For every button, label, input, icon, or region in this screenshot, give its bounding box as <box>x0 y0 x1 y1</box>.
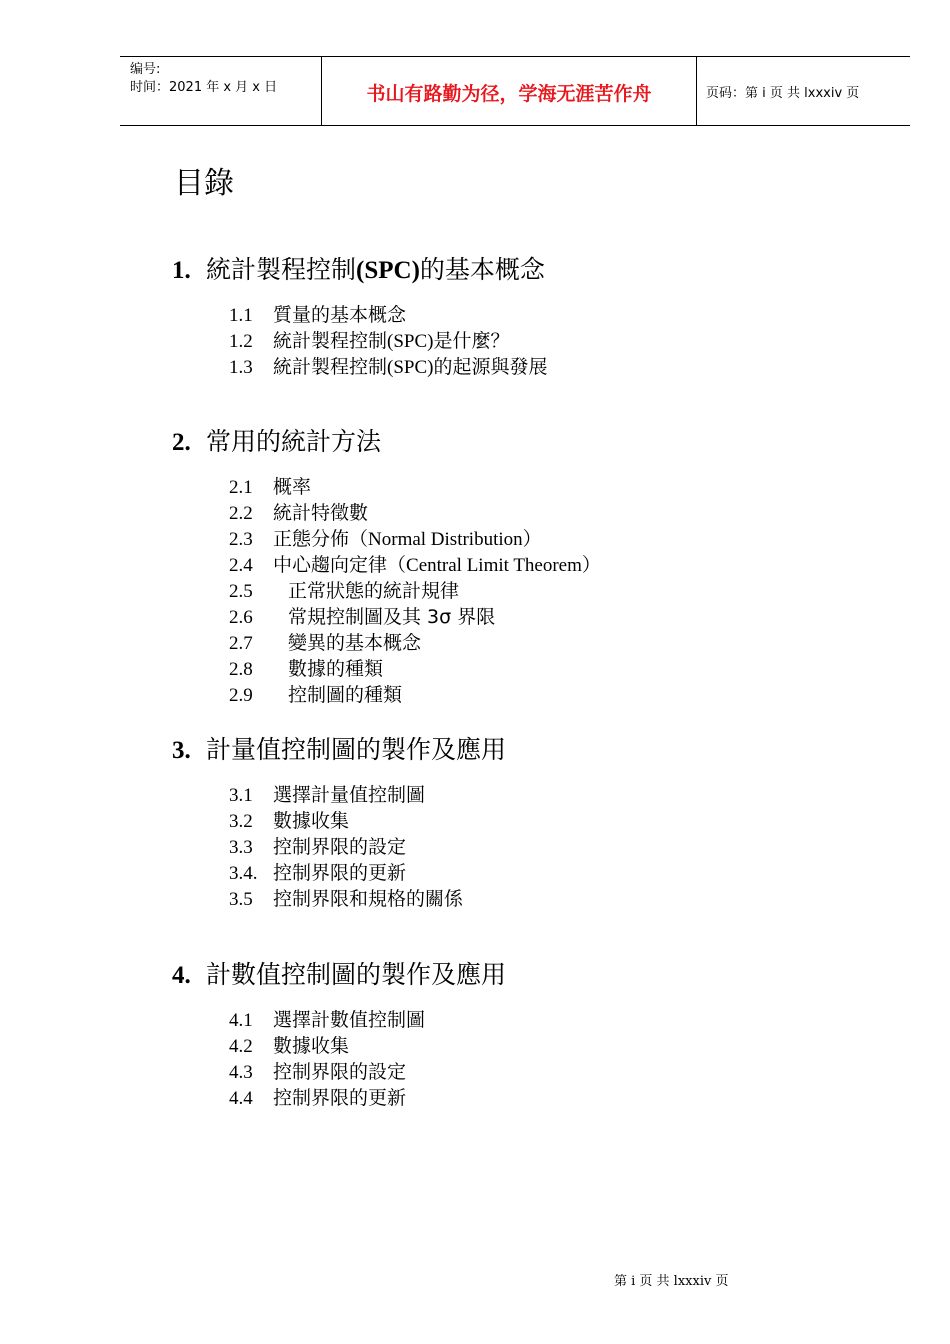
item-title-part: ） <box>522 528 542 550</box>
item-title: 常規控制圖及其 3σ 界限 <box>288 606 496 628</box>
section-title: 計量值控制圖的製作及應用 <box>206 735 507 764</box>
section-title: 計數值控制圖的製作及應用 <box>206 960 507 989</box>
toc-section-4[interactable] <box>172 955 506 991</box>
section-number: 3. <box>172 737 191 764</box>
toc-item-2-6[interactable] <box>229 602 495 629</box>
item-number: 2.6 <box>229 607 253 628</box>
toc-item-2-5[interactable] <box>229 576 459 603</box>
item-number: 2.4 <box>229 555 253 576</box>
item-number: 3.5 <box>229 889 253 910</box>
section-number: 2. <box>172 429 191 456</box>
section-title-part: 統計製程控制 <box>206 255 357 284</box>
toc-item-4-3[interactable] <box>229 1057 406 1084</box>
item-number: 2.1 <box>229 477 253 498</box>
item-title-part: (SPC) <box>387 331 434 352</box>
item-title: 概率 <box>273 476 312 498</box>
header-number-label: 编号: <box>130 62 161 77</box>
item-title: 數據收集 <box>273 1035 350 1057</box>
toc-item-1-3[interactable] <box>229 352 548 379</box>
item-title-part: 統計製程控制 <box>273 330 388 352</box>
item-title: 變異的基本概念 <box>288 632 422 654</box>
toc-item-3-4[interactable] <box>229 858 406 885</box>
item-number: 3.4. <box>229 863 258 884</box>
item-number: 4.1 <box>229 1010 253 1031</box>
item-title: 統計特徵數 <box>273 502 369 524</box>
item-title: 控制界限的設定 <box>273 1061 407 1083</box>
item-number: 3.2 <box>229 811 253 832</box>
item-title: 控制圖的種類 <box>288 684 403 706</box>
item-title-part: Central Limit Theorem <box>406 555 582 576</box>
item-title: 選擇計數值控制圖 <box>273 1009 426 1031</box>
toc-item-2-9[interactable] <box>229 680 402 707</box>
section-title-part: (SPC) <box>356 257 420 284</box>
page-footer: 第 i 页 共 lxxxiv 页 <box>614 1274 729 1289</box>
toc-section-3[interactable] <box>172 730 506 766</box>
page-header <box>120 56 910 126</box>
toc-item-2-3[interactable] <box>229 524 542 551</box>
toc-item-4-2[interactable] <box>229 1031 349 1058</box>
item-title-part: ） <box>581 554 601 576</box>
item-number: 3.3 <box>229 837 253 858</box>
header-motto: 书山有路勤为径，学海无涯苦作舟 <box>366 83 652 105</box>
item-number: 3.1 <box>229 785 253 806</box>
item-title-part: 統計製程控制 <box>273 356 388 378</box>
section-title-part: 的基本概念 <box>419 255 545 284</box>
toc-item-2-4[interactable] <box>229 550 601 577</box>
item-title: 正常狀態的統計規律 <box>288 580 460 602</box>
item-number: 2.9 <box>229 685 253 706</box>
section-title: 常用的統計方法 <box>206 427 382 456</box>
toc-item-4-4[interactable] <box>229 1083 406 1110</box>
toc-item-2-2[interactable] <box>229 498 368 525</box>
item-number: 4.3 <box>229 1062 253 1083</box>
item-title: 控制界限和規格的關係 <box>273 888 464 910</box>
toc-item-2-1[interactable] <box>229 472 311 499</box>
toc-item-2-7[interactable] <box>229 628 421 655</box>
item-number: 4.2 <box>229 1036 253 1057</box>
item-number: 4.4 <box>229 1088 253 1109</box>
item-title-part: (SPC) <box>387 357 434 378</box>
item-number: 2.5 <box>229 581 253 602</box>
toc-item-3-1[interactable] <box>229 780 425 807</box>
header-time-label: 时间：2021 年 x 月 x 日 <box>130 80 278 95</box>
toc-item-2-8[interactable] <box>229 654 383 681</box>
toc-item-3-3[interactable] <box>229 832 406 859</box>
toc-title: 目錄 <box>174 166 234 201</box>
header-page-info: 页码：第 i 页 共 lxxxiv 页 <box>706 86 860 101</box>
item-number: 2.2 <box>229 503 253 524</box>
item-number: 2.8 <box>229 659 253 680</box>
header-motto-cell <box>321 57 697 125</box>
toc-item-3-2[interactable] <box>229 806 349 833</box>
section-number: 4. <box>172 962 191 989</box>
header-meta-cell <box>120 57 321 125</box>
item-title-part: 中心趨向定律（ <box>273 554 407 576</box>
item-title: 控制界限的設定 <box>273 836 407 858</box>
toc-section-1[interactable] <box>172 250 545 286</box>
item-title: 控制界限的更新 <box>273 862 407 884</box>
item-number: 2.7 <box>229 633 253 654</box>
item-title-part: 是什麼？ <box>433 330 510 352</box>
item-title: 數據的種類 <box>288 658 384 680</box>
item-title-part: 的起源與發展 <box>433 356 548 378</box>
toc-item-3-5[interactable] <box>229 884 463 911</box>
toc-section-2[interactable] <box>172 422 381 458</box>
item-title-part: Normal Distribution <box>368 529 523 550</box>
toc-item-1-2[interactable] <box>229 326 510 353</box>
item-title: 數據收集 <box>273 810 350 832</box>
section-number: 1. <box>172 257 191 284</box>
item-number: 1.1 <box>229 305 253 326</box>
toc-item-1-1[interactable] <box>229 300 406 327</box>
item-number: 1.2 <box>229 331 253 352</box>
toc-item-4-1[interactable] <box>229 1005 425 1032</box>
item-title: 選擇計量值控制圖 <box>273 784 426 806</box>
item-title-part: 正態分佈（ <box>273 528 369 550</box>
item-title: 質量的基本概念 <box>273 304 407 326</box>
item-title: 控制界限的更新 <box>273 1087 407 1109</box>
item-number: 1.3 <box>229 357 253 378</box>
header-page-cell <box>696 57 910 125</box>
item-number: 2.3 <box>229 529 253 550</box>
